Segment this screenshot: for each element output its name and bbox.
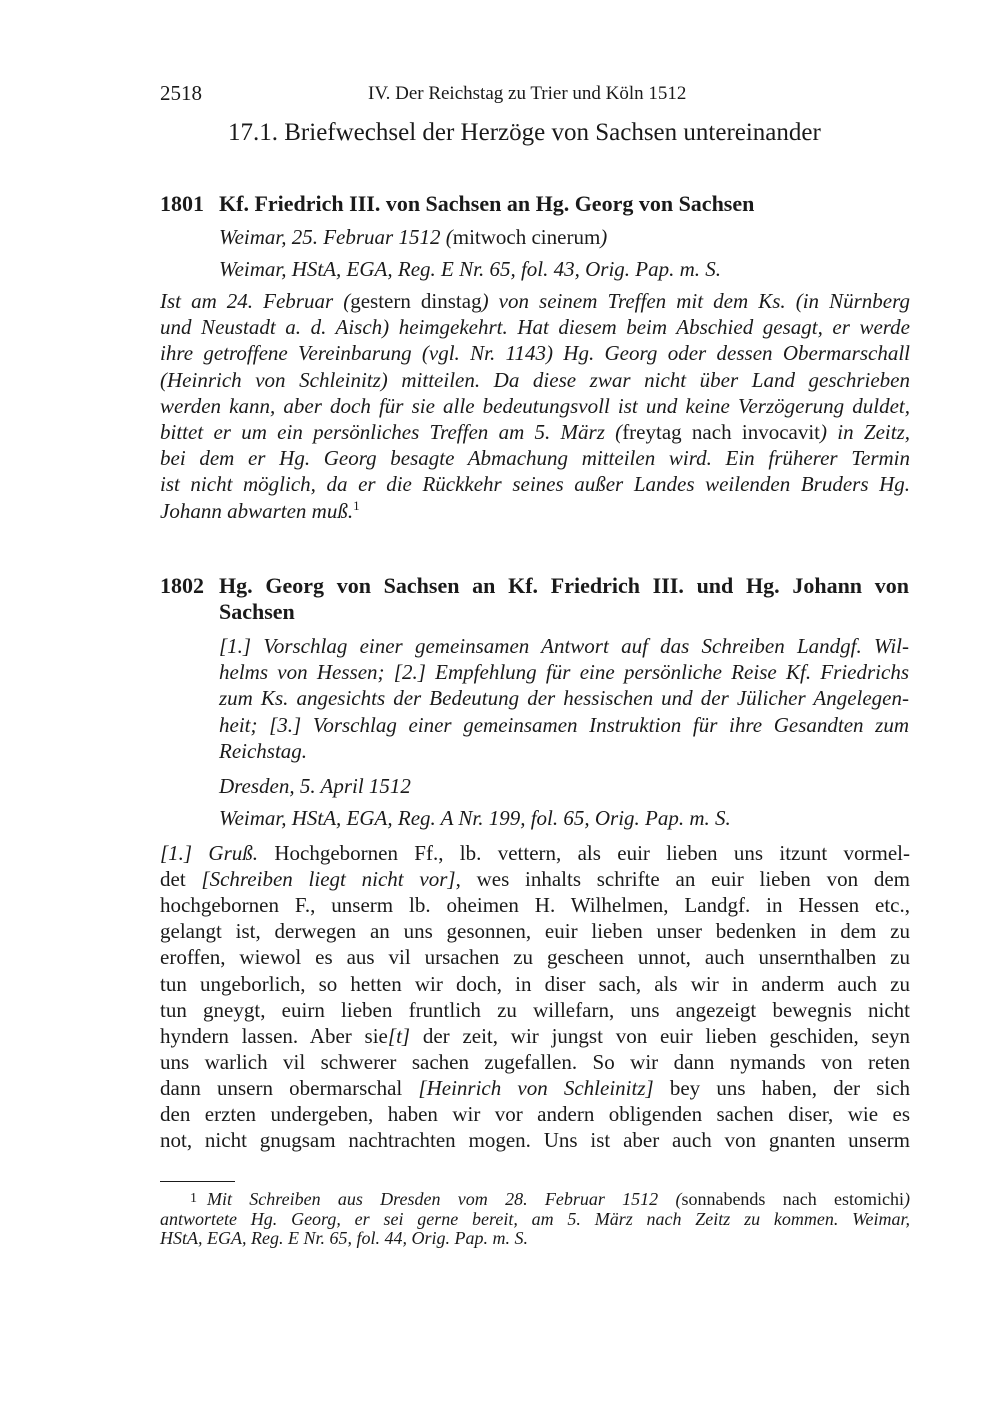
document-source: Weimar, HStA, EGA, Reg. A Nr. 199, fol. 65, Orig. Pap. m. S. (219, 806, 731, 830)
text-line: tun ungeborlich, so hetten wir doch, in diser sach, als wir in anderm auch zu (160, 971, 910, 996)
text-line: [1.] Gruß. Hochgebornen Ff., lb. vettern, als euir lieben uns itzunt vormel- (160, 841, 910, 865)
text-line: antwortete Hg. Georg, er sei gerne bereit, am 5. März nach Zeitz zu kommen. Weimar, (160, 1208, 910, 1229)
text-line: (Heinrich von Schleinitz) mitteilen. Da diese zwar nicht über Land geschrieben (160, 367, 910, 392)
text-line: tun gneygt, euirn lieben fruntlich zu willefarn, uns angezeigt bewegnis nicht (160, 997, 910, 1022)
section-title: 17.1. Briefwechsel der Herzöge von Sachsen untereinander (228, 119, 821, 146)
text-line: den erzten undergeben, haben wir vor andern obligenden sachen diser, wie es (160, 1102, 910, 1126)
text-line: eroffen, wiewol es aus vil ursachen zu gescheen unnot, auch unsernthalben zu (160, 945, 910, 970)
text-line: [1.] Vorschlag einer gemeinsamen Antwort auf das Schreiben Landgf. Wil- (219, 634, 909, 658)
document-number: 1801 (160, 191, 204, 216)
text-line: heit; [3.] Vorschlag einer gemeinsamen Instruktion für ihre Gesandten zum (219, 712, 909, 737)
text-line: gelangt ist, derwegen an uns gesonnen, euir lieben unser bedenken in dem zu (160, 919, 910, 944)
document-number: 1802 (160, 573, 204, 598)
text-line: Ist am 24. Februar (gestern dinstag) von seinem Treffen mit dem Ks. (in Nürnberg (160, 289, 911, 313)
text-line: werden kann, aber doch für sie alle bedeutungsvoll ist und keine Verzögerung duldet, (160, 393, 910, 418)
text-line: und Neustadt a. d. Aisch) heimgekehrt. Hat diesem beim Abschied gesagt, er werde (160, 315, 910, 340)
text-line: det [Schreiben liegt nicht vor], wes inhalts schrifte an euir lieben von dem (160, 867, 910, 892)
text-line: helms von Hessen; [2.] Empfehlung für eine persönliche Reise Kf. Friedrichs (219, 660, 909, 685)
running-title: IV. Der Reichstag zu Trier und Köln 1512 (368, 83, 687, 104)
text-line: HStA, EGA, Reg. E Nr. 65, fol. 44, Orig. Pap. m. S. (160, 1228, 528, 1248)
text-line: bei dem er Hg. Georg besagte Abmachung mitteilen wird. Ein früherer Termin (160, 446, 910, 471)
page-number: 2518 (160, 81, 202, 105)
text-line: ist nicht möglich, da er die Rückkehr seines außer Landes weilenden Bruders Hg. (160, 472, 910, 497)
text-line: bittet er um ein persönliches Treffen am 5. März (freytag nach invocavit) in Zeitz, (160, 420, 911, 444)
text-line: ihre getroffene Vereinbarung (vgl. Nr. 1143) Hg. Georg oder dessen Obermarschall (160, 341, 910, 366)
text-line: Johann abwarten muß.$^1$ (160, 497, 360, 523)
footnote-reference[interactable]: 1 (353, 497, 360, 513)
document-title: Hg. Georg von Sachsen an Kf. Friedrich III. und Hg. Johann von (219, 573, 909, 598)
text-line: not, nicht gnugsam nachtrachten mogen. Uns ist aber auch von gnanten unserm (160, 1128, 910, 1153)
text-line: uns warlich vil schwerer sachen zugefallen. So wir dann nymands von reten (160, 1049, 910, 1074)
text-line: dann unsern obermarschal [Heinrich von Schleinitz] bey uns haben, der sich (160, 1075, 911, 1100)
document-title-continued: Sachsen (219, 599, 295, 624)
document-date: Dresden, 5. April 1512 (219, 774, 411, 798)
footnote-number: 1 (190, 1191, 197, 1206)
text-line: 1 Mit Schreiben aus Dresden vom 28. Februar 1512 (sonnabends nach estomichi) (190, 1189, 910, 1209)
footnote-rule (160, 1181, 235, 1182)
text-line: hochgebornen F., unserm lb. oheimen H. Wilhelmen, Landgf. in Hessen etc., (160, 893, 910, 918)
document-source: Weimar, HStA, EGA, Reg. E Nr. 65, fol. 43, Orig. Pap. m. S. (219, 257, 722, 281)
text-line: hyndern lassen. Aber sie[t] der zeit, wir jungst von euir lieben geschiden, seyn (160, 1023, 910, 1048)
document-date: Weimar, 25. Februar 1512 (mitwoch cinerum) (219, 225, 608, 249)
document-title: Kf. Friedrich III. von Sachsen an Hg. Georg von Sachsen (219, 191, 755, 216)
text-line: zum Ks. angesichts der Bedeutung der hessischen und der Jülicher Angelegen- (219, 686, 909, 711)
text-line: Reichstag. (219, 738, 308, 763)
